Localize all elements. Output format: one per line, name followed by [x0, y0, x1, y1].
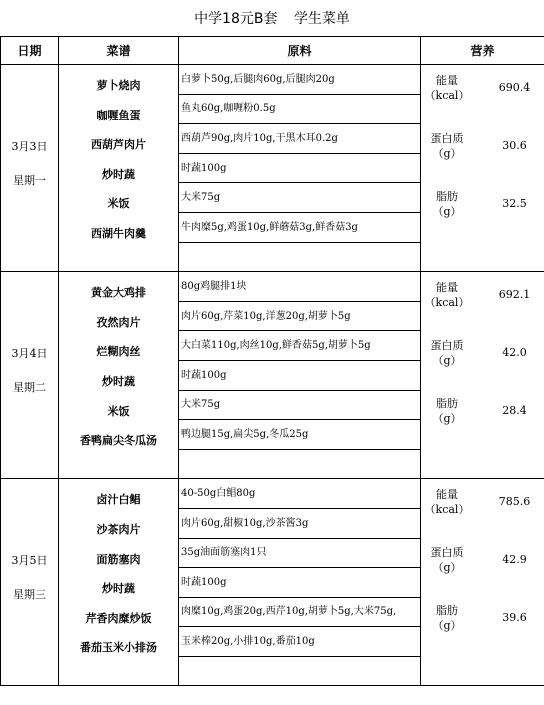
nutrition-fat-unit: （g） — [432, 412, 462, 426]
dish-name: 孜然肉片 — [96, 315, 141, 329]
nutrition-fat-name: 脂肪 — [436, 190, 458, 203]
nutrition-energy-unit: （kcal） — [424, 296, 470, 310]
day-date: 3月5日 — [11, 554, 48, 568]
nutrition-fat — [421, 603, 544, 661]
day-date-cell — [1, 65, 59, 272]
ingredient-cell: 大米75g — [179, 390, 421, 420]
nutrition-fat-name: 脂肪 — [436, 397, 458, 411]
nutrition-energy-value: 690.4 — [498, 81, 531, 94]
dish-name: 面筋塞肉 — [96, 552, 141, 566]
dish-name: 萝卜烧肉 — [96, 79, 141, 92]
ingredient-cell — [179, 656, 421, 686]
ingredient-cell: 白萝卜50g,后腿肉60g,后腿肉20g — [179, 65, 421, 95]
nutrition-fat-value: 32.5 — [502, 197, 527, 210]
nutrition-energy-value: 692.1 — [498, 288, 531, 302]
menu-body — [1, 65, 544, 686]
ingredient-cell: 时蔬100g — [179, 568, 421, 598]
day-dishes-cell — [59, 272, 179, 479]
dish-name: 西湖牛肉羹 — [91, 226, 146, 240]
nutrition-energy-unit: （kcal） — [424, 89, 470, 102]
nutrition-fat-unit: （g） — [432, 205, 462, 218]
nutrition-protein-label — [421, 131, 473, 189]
title-school: 中学18元B套 — [194, 11, 278, 27]
nutrition-energy-label — [421, 73, 473, 131]
day-weekday: 星期二 — [13, 381, 46, 395]
nutrition-energy-name: 能量 — [436, 74, 458, 87]
table-row — [1, 65, 544, 95]
header-dishes: 菜谱 — [59, 37, 179, 65]
ingredient-cell: 肉片60g,芹菜10g,洋葱20g,胡萝卜5g — [179, 301, 421, 331]
dish-name: 香鸭扁尖冬瓜汤 — [80, 434, 157, 448]
dish-name: 米饭 — [107, 197, 130, 211]
dish-name: 炒时蔬 — [102, 582, 135, 596]
nutrition-fat-value: 39.6 — [502, 611, 527, 625]
nutrition-protein-value: 30.6 — [502, 139, 527, 152]
header-row — [1, 37, 544, 65]
nutrition-protein-unit: （g） — [432, 147, 462, 160]
ingredient-cell: 40-50g白鲳80g — [179, 479, 421, 509]
header-ingredients: 原料 — [179, 37, 421, 65]
day-date: 3月3日 — [11, 140, 48, 154]
nutrition-protein-name: 蛋白质 — [430, 132, 464, 145]
nutrition-energy — [421, 280, 544, 338]
day-date-cell — [1, 272, 59, 479]
nutrition-protein-unit: （g） — [432, 354, 462, 368]
nutrition-protein-name: 蛋白质 — [430, 546, 464, 560]
ingredient-cell: 牛肉糜5g,鸡蛋10g,鲜蘑菇3g,鲜香菇3g — [179, 212, 421, 242]
nutrition-protein-label — [421, 338, 473, 396]
nutrition-fat-label — [421, 189, 473, 247]
ingredient-cell — [179, 242, 421, 272]
page-title — [0, 8, 544, 32]
dish-name: 炒时蔬 — [102, 374, 135, 388]
day-weekday: 星期三 — [13, 588, 46, 602]
nutrition-protein — [421, 131, 544, 189]
dish-name: 黄金大鸡排 — [91, 286, 146, 300]
day-dishes-cell — [59, 65, 179, 272]
ingredient-cell: 肉片60g,甜椒10g,沙茶酱3g — [179, 508, 421, 538]
dish-name: 卤汁白鲳 — [96, 493, 141, 507]
ingredient-cell: 35g油面筋塞肉1只 — [179, 538, 421, 568]
nutrition-energy — [421, 487, 544, 545]
nutrition-fat-value: 28.4 — [502, 404, 527, 418]
nutrition-energy-name: 能量 — [436, 488, 458, 502]
title-subtitle: 学生菜单 — [293, 11, 350, 27]
nutrition-protein-value: 42.0 — [502, 346, 527, 360]
ingredient-cell: 80g鸡腿排1块 — [179, 272, 421, 302]
day-date-cell — [1, 479, 59, 686]
ingredient-cell: 时蔬100g — [179, 360, 421, 390]
nutrition-energy-label — [421, 280, 473, 338]
ingredient-cell: 鱼丸60g,咖喱粉0.5g — [179, 94, 421, 124]
ingredient-cell: 大米75g — [179, 183, 421, 213]
dish-name: 咖喱鱼蛋 — [96, 108, 141, 122]
ingredient-cell — [179, 449, 421, 479]
ingredient-cell: 大白菜110g,肉丝10g,鲜香菇5g,胡萝卜5g — [179, 331, 421, 361]
nutrition-protein-name: 蛋白质 — [430, 339, 464, 353]
table-row — [1, 479, 544, 509]
dish-name: 番茄玉米小排汤 — [80, 641, 157, 655]
nutrition-fat-name: 脂肪 — [436, 604, 458, 618]
nutrition-protein-value: 42.9 — [502, 553, 527, 567]
nutrition-protein — [421, 545, 544, 603]
nutrition-protein-label — [421, 545, 473, 603]
nutrition-cell — [421, 479, 544, 686]
dish-name: 米饭 — [107, 404, 130, 418]
nutrition-fat-unit: （g） — [432, 619, 462, 633]
nutrition-fat — [421, 396, 544, 454]
nutrition-energy-label — [421, 487, 473, 545]
nutrition-energy-value: 785.6 — [498, 495, 531, 509]
day-dishes-cell — [59, 479, 179, 686]
nutrition-protein-unit: （g） — [432, 561, 462, 575]
header-date: 日期 — [1, 37, 59, 65]
day-date: 3月4日 — [11, 347, 48, 361]
nutrition-energy — [421, 73, 544, 131]
nutrition-fat — [421, 189, 544, 247]
dish-name: 烂糊肉丝 — [96, 345, 141, 359]
menu-table — [0, 36, 544, 686]
nutrition-protein — [421, 338, 544, 396]
ingredient-cell: 西葫芦90g,肉片10g,干黑木耳0.2g — [179, 124, 421, 154]
dish-name: 沙茶肉片 — [96, 522, 141, 536]
day-weekday: 星期一 — [13, 174, 46, 188]
ingredient-cell: 鸭边腿15g,扁尖5g,冬瓜25g — [179, 420, 421, 450]
header-nutrition: 营养 — [421, 37, 544, 65]
nutrition-fat-label — [421, 396, 473, 454]
ingredient-cell: 时蔬100g — [179, 153, 421, 183]
nutrition-cell — [421, 272, 544, 479]
table-row — [1, 272, 544, 302]
ingredient-cell: 肉糜10g,鸡蛋20g,西芹10g,胡萝卜5g,大米75g, — [179, 597, 421, 627]
nutrition-energy-name: 能量 — [436, 281, 458, 295]
ingredient-cell: 玉米棒20g,小排10g,番茄10g — [179, 627, 421, 657]
dish-name: 炒时蔬 — [102, 167, 135, 181]
nutrition-fat-label — [421, 603, 473, 661]
dish-name: 芹香肉糜炒饭 — [85, 611, 152, 625]
nutrition-cell — [421, 65, 544, 272]
dish-name: 西葫芦肉片 — [91, 138, 146, 152]
nutrition-energy-unit: （kcal） — [424, 503, 470, 517]
